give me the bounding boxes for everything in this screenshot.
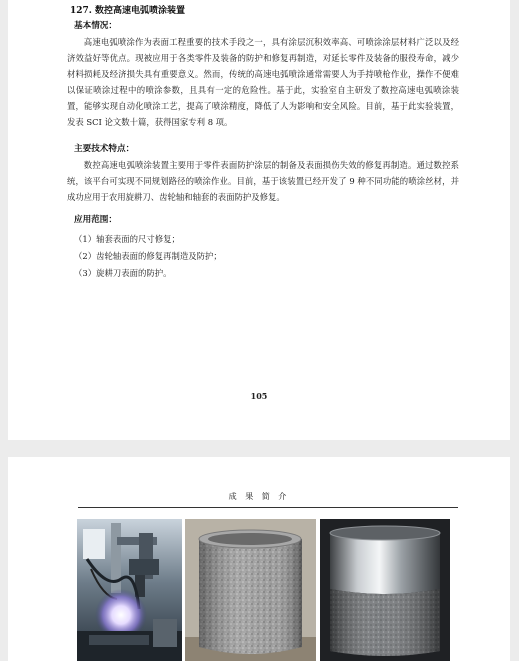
page-number: 105 [250,391,268,401]
page-105 [8,0,510,440]
spray-equipment-photo [77,519,182,661]
project-title: 127. 数控高速电弧喷涂装置 [70,6,186,16]
repaired-sleeve-photo [320,519,450,661]
tech-features-paragraph: 数控高速电弧喷涂装置主要用于零件表面防护涂层的制备及表面损伤失效的修复再制造。通过数控系统，该平台可实现不同规划路径的喷涂作业。目前，基于该装置已经开发了 9 种不同功能的喷涂丝材，并成功应用于农用旋耕刀、齿轮轴和轴套的表面防护及修复。 [67,160,459,202]
page-106 [8,457,510,661]
application-item-2: （2）齿轮轴表面的修复再制造及防护； [74,251,222,261]
application-heading: 应用范围： [74,215,117,225]
tech-features-heading: 主要技术特点： [74,144,135,154]
coated-sleeve-photo [185,519,316,661]
application-item-1: （1）轴套表面的尺寸修复； [74,234,180,244]
running-header: 成 果 简 介 [228,492,290,501]
basic-info-heading: 基本情况： [74,21,117,31]
application-item-3: （3）旋耕刀表面的防护。 [74,268,172,278]
header-rule [78,507,458,508]
basic-info-paragraph: 高速电弧喷涂作为表面工程重要的技术手段之一，具有涂层沉积效率高、可喷涂涂层材料广泛以及经济效益好等优点。现被应用于各类零件及装备的防护和修复再制造，对延长零件及装备的服役寿命，减少材料损耗及经济损失具有重要意义。然而，传统的高速电弧喷涂通常需要人为手持喷枪作业，操作不便难以保证喷涂过程中的喷涂参数，且具有一定的危险性。基于此，实验室自主研发了数控高速电弧喷涂装置，能够实现自动化喷涂工艺，提高了喷涂精度，降低了人为影响和安全风险。目前，基于此实验装置，发表 SCI 论文数十篇，获得国家专利 8 项。 [67,37,459,127]
